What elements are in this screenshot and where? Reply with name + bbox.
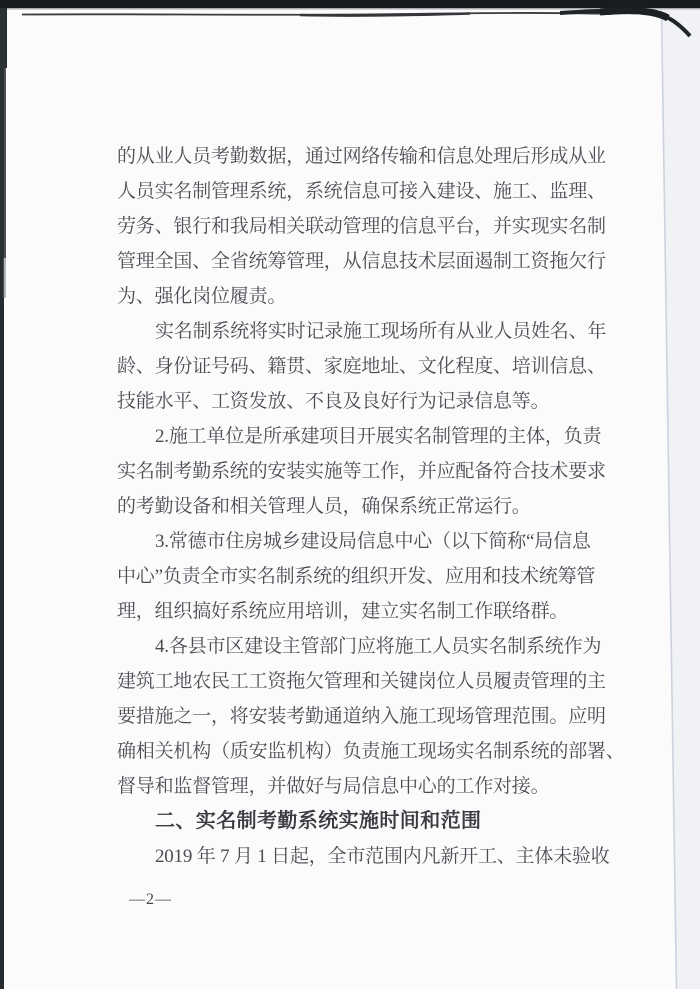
text-line: 技能水平、工资发放、不良及良好行为记录信息等。 xyxy=(117,391,550,412)
scanner-left-strip xyxy=(0,8,4,989)
text-line: 理，组织搞好系统应用培训，建立实名制工作联络群。 xyxy=(117,601,569,622)
text-line: 4.各县市区建设主管部门应将施工人员实名制系统作为 xyxy=(155,636,602,657)
text-line: 要措施之一，将安装考勤通道纳入施工现场管理范围。应明 xyxy=(117,706,606,727)
text-line: 人员实名制管理系统，系统信息可接入建设、施工、监理、 xyxy=(117,181,606,202)
text-line: 建筑工地农民工工资拖欠管理和关键岗位人员履责管理的主 xyxy=(117,671,606,692)
page-number: —2— xyxy=(129,891,172,908)
text-lines xyxy=(117,139,669,874)
text-line: 管理全国、全省统筹管理，从信息技术层面遏制工资拖欠行 xyxy=(117,251,606,272)
text-line: 2.施工单位是所承建项目开展实名制管理的主体，负责 xyxy=(155,426,602,447)
text-line: 的从业人员考勤数据，通过网络传输和信息处理后形成从业 xyxy=(117,146,606,167)
text-line: 劳务、银行和我局相关联动管理的信息平台，并实现实名制 xyxy=(117,216,606,237)
text-line: 为、强化岗位履责。 xyxy=(117,286,287,307)
text-line: 龄、身份证号码、籍贯、家庭地址、文化程度、培训信息、 xyxy=(117,356,606,377)
page-curl-shadow xyxy=(560,11,690,36)
section-heading: 二、实名制考勤系统实施时间和范围 xyxy=(155,810,482,832)
text-line: 督导和监督管理，并做好与局信息中心的工作对接。 xyxy=(117,776,550,797)
text-line: 实名制考勤系统的安装实施等工作，并应配备符合技术要求 xyxy=(117,461,606,482)
text-line: 确相关机构（质安监机构）负责施工现场实名制系统的部署、 xyxy=(117,741,625,762)
page-top-edge-line xyxy=(22,13,612,15)
scanner-top-band xyxy=(0,0,700,8)
text-line: 3.常德市住房城乡建设局信息中心（以下简称“局信息 xyxy=(155,531,591,552)
text-line: 2019 年 7 月 1 日起，全市范围内凡新开工、主体未验收 xyxy=(155,846,610,867)
text-line: 的考勤设备和相关管理人员，确保系统正常运行。 xyxy=(117,496,531,517)
text-line: 中心”负责全市实名制系统的组织开发、应用和技术统筹管 xyxy=(117,566,596,587)
text-line: 实名制系统将实时记录施工现场所有从业人员姓名、年 xyxy=(155,321,607,342)
